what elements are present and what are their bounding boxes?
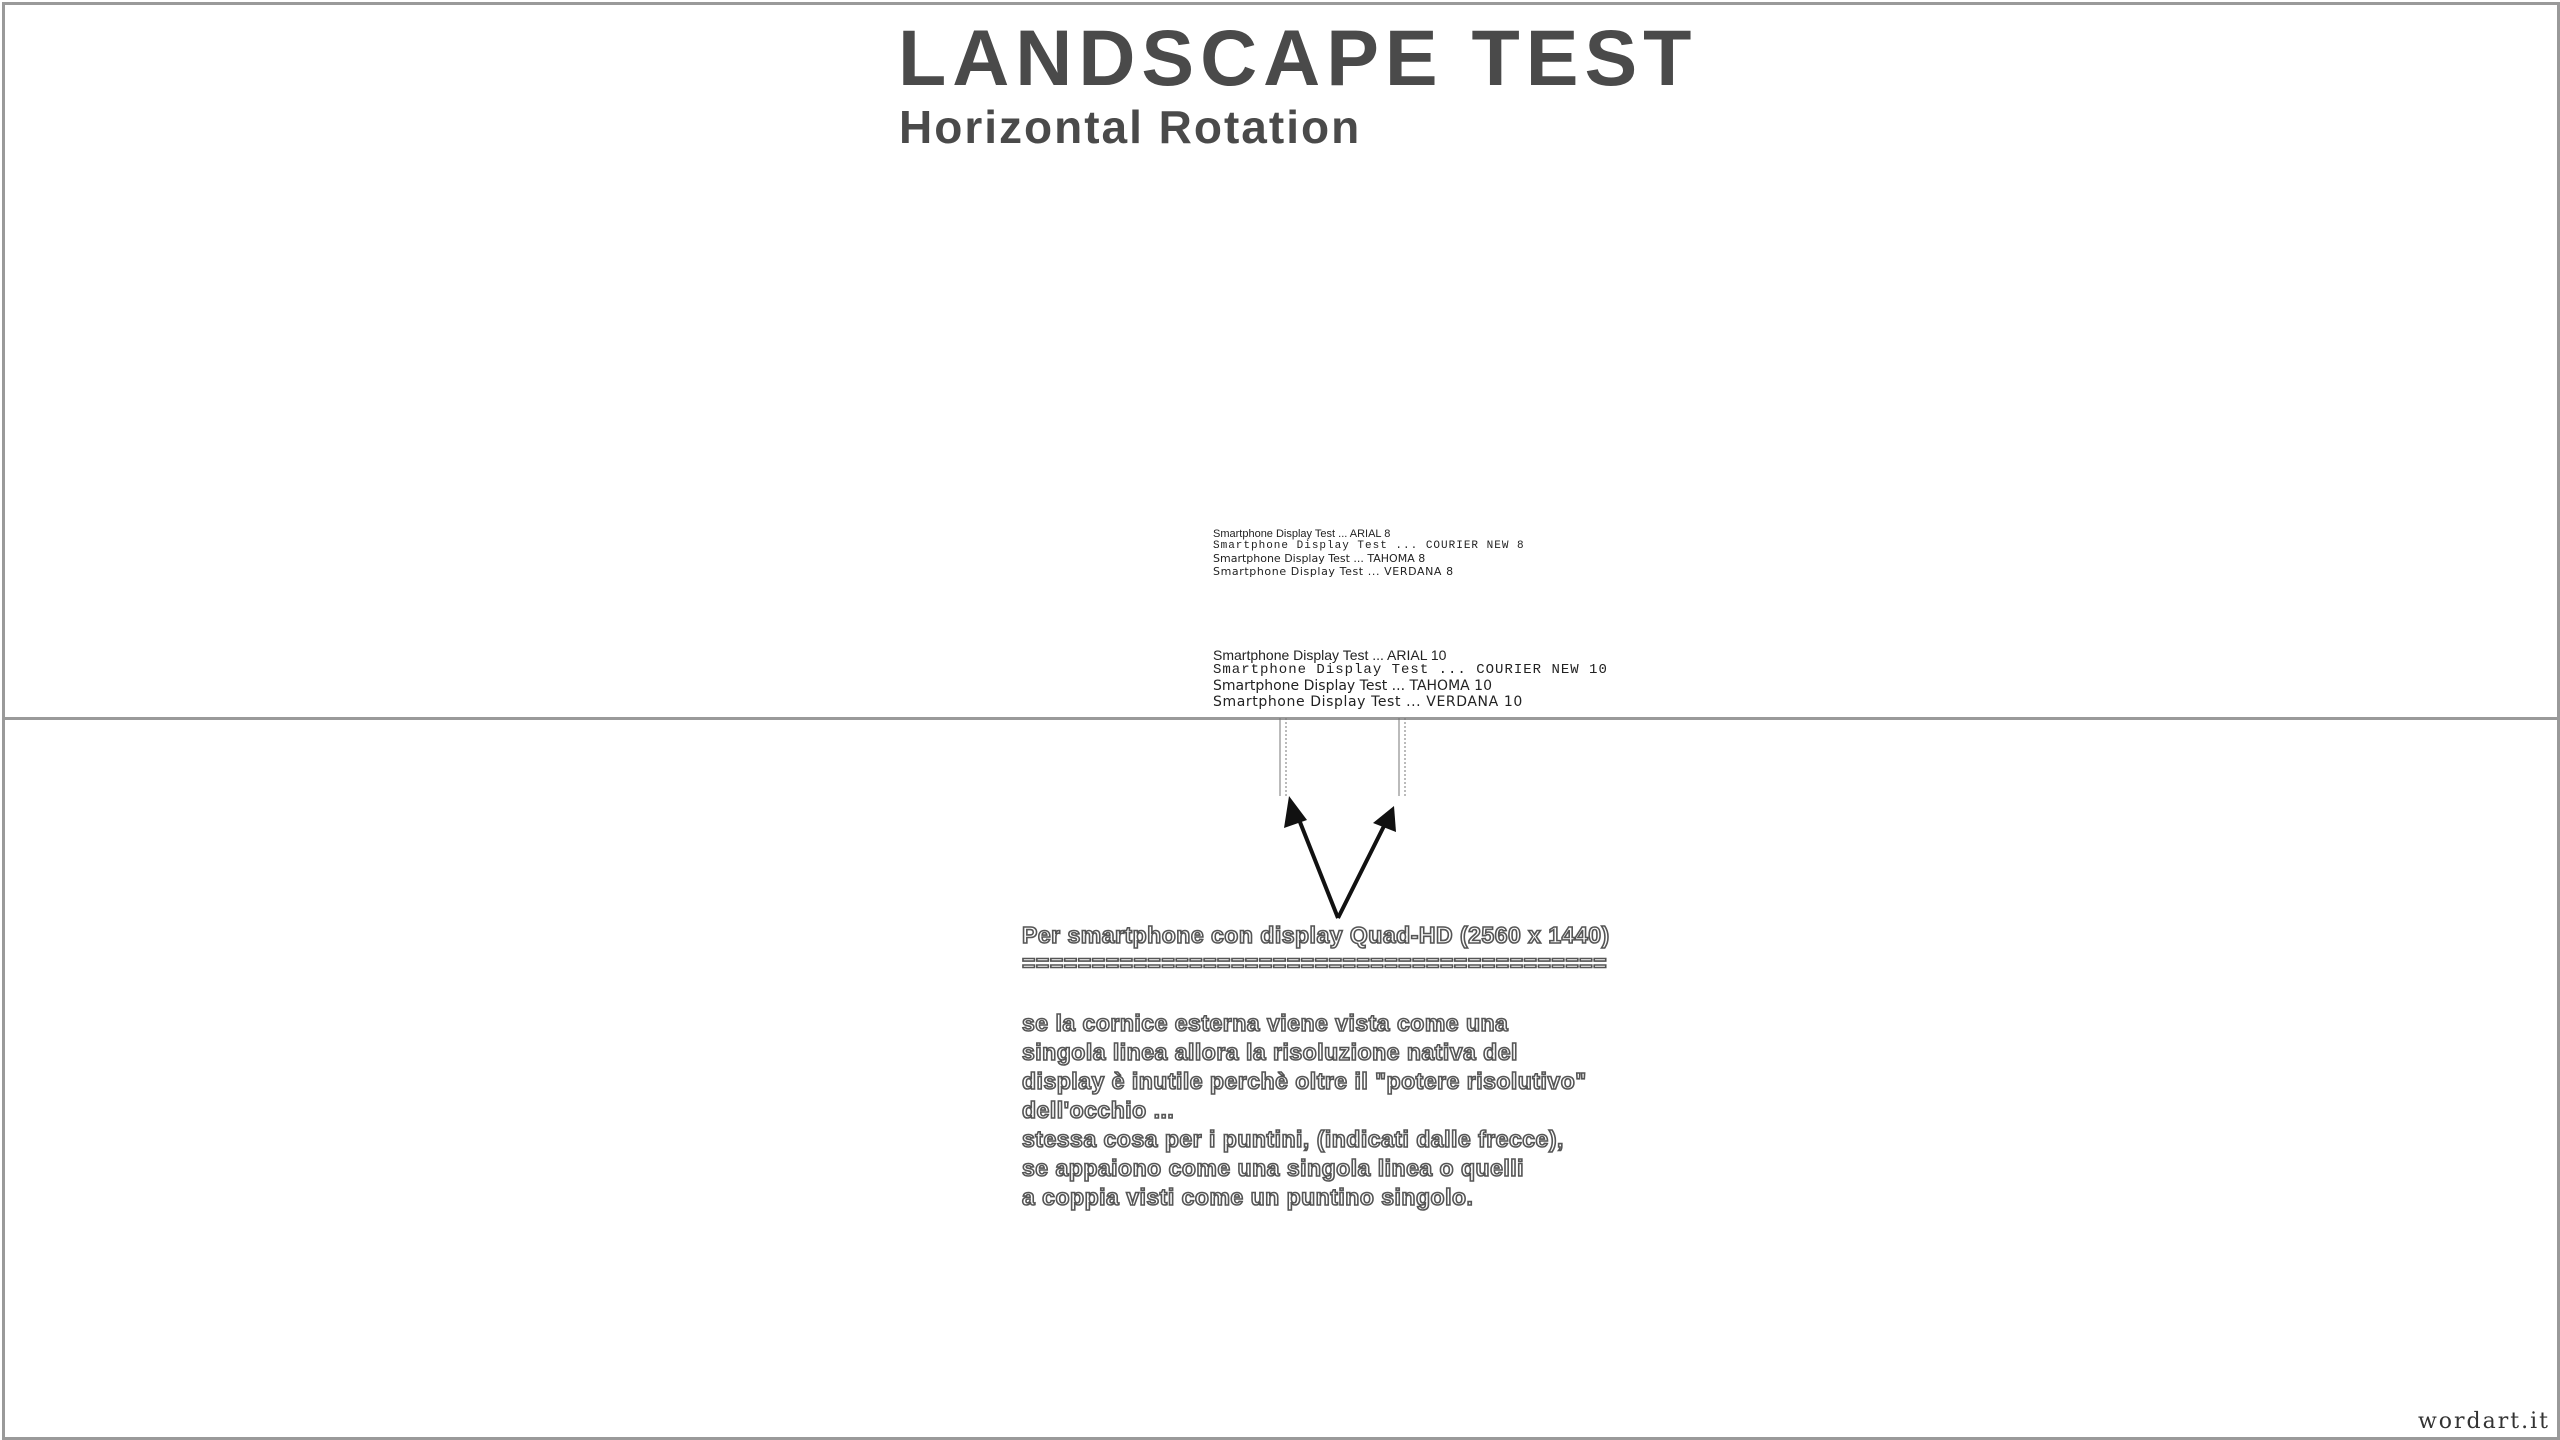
sample-verdana-8: Smartphone Display Test ... VERDANA 8: [1213, 565, 1454, 578]
page-title: LANDSCAPE TEST: [898, 13, 1698, 102]
note-line: dell'occhio ...: [1022, 1097, 1175, 1123]
note-line: a coppia visti come un puntino singolo.: [1022, 1184, 1474, 1210]
note-line: display è inutile perchè oltre il "potere risolutivo": [1022, 1068, 1587, 1094]
page-subtitle: Horizontal Rotation: [899, 101, 1362, 153]
note-line: se appaiono come una singola linea o quelli: [1022, 1155, 1525, 1181]
dot-pair-right: [1399, 718, 1405, 796]
sample-arial-8: Smartphone Display Test ... ARIAL 8: [1213, 528, 1391, 540]
watermark-text: wordart.it: [2417, 1409, 2550, 1434]
note-line: stessa cosa per i puntini, (indicati dalle frecce),: [1022, 1126, 1564, 1152]
note-line: se la cornice esterna viene vista come una: [1022, 1010, 1509, 1036]
sample-tahoma-8: Smartphone Display Test ... TAHOMA 8: [1213, 552, 1426, 565]
sample-tahoma-10: Smartphone Display Test ... TAHOMA 10: [1213, 678, 1492, 694]
note-heading: Per smartphone con display Quad-HD (2560 x 1440): [1022, 922, 1610, 948]
arrow-left-head: [1284, 796, 1307, 828]
sample-courier-8: Smartphone Display Test ... COURIER NEW 8: [1213, 540, 1525, 552]
note-rule: ==========================================: [1022, 950, 1608, 976]
note-line: singola linea allora la risoluzione nativa del: [1022, 1039, 1518, 1065]
arrow-right-shaft: [1338, 822, 1386, 918]
arrow-left-shaft: [1296, 812, 1338, 918]
sample-verdana-10: Smartphone Display Test ... VERDANA 10: [1213, 694, 1523, 710]
sample-courier-10: Smartphone Display Test ... COURIER NEW 10: [1213, 662, 1608, 678]
sample-arial-10: Smartphone Display Test ... ARIAL 10: [1213, 647, 1447, 663]
dot-pair-left: [1280, 718, 1286, 796]
